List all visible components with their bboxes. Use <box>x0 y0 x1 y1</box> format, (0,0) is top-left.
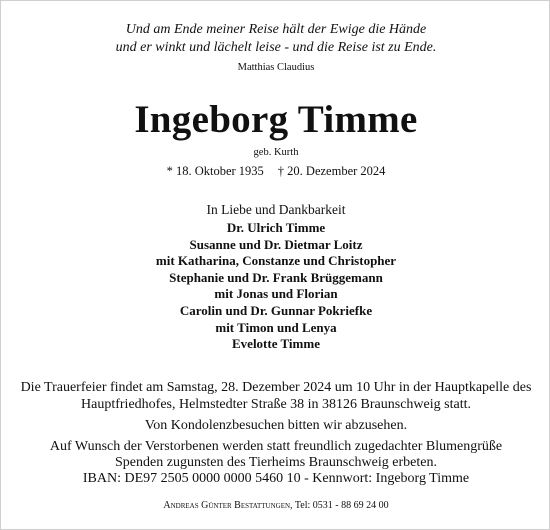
funeral-info-line-2: Hauptfriedhofes, Helmstedter Straße 38 in 38126 Braunschweig statt. <box>81 397 471 412</box>
mourner-name: Evelotte Timme <box>232 336 320 352</box>
donation-line-1: Auf Wunsch der Verstorbenen werden statt freundlich zugedachter Blumengrüße <box>49 439 503 454</box>
mourner-name: Stephanie und Dr. Frank Brüggemann <box>169 269 383 285</box>
funeral-info-line-1: Die Trauerfeier findet am Samstag, 28. Dezember 2024 um 10 Uhr in der Hauptkapelle des <box>20 380 532 395</box>
mourner-name: Dr. Ulrich Timme <box>226 220 326 235</box>
birth-date: * 18. Oktober 1935 <box>166 164 264 178</box>
funeral-home-phone: , Tel: 0531 - 88 69 24 00 <box>290 500 389 511</box>
birth-name: geb. Kurth <box>253 147 299 158</box>
life-dates <box>1 164 550 179</box>
death-date: † 20. Dezember 2024 <box>277 164 386 178</box>
condolence-note: Von Kondolenzbesuchen bitten wir abzusehen. <box>144 418 408 433</box>
donation-line-2: Spenden zugunsten des Tierheims Braunschweig erbeten. <box>115 455 437 470</box>
deceased-name: Ingeborg Timme <box>134 98 418 141</box>
donation-iban: IBAN: DE97 2505 0000 0000 5460 10 - Kennwort: Ingeborg Timme <box>82 471 470 486</box>
funeral-home-name: Andreas Günter Bestattungen <box>163 500 291 511</box>
mourner-name: Carolin und Dr. Gunnar Pokriefke <box>179 303 373 318</box>
poem-author: Matthias Claudius <box>237 62 315 73</box>
mourner-name: mit Katharina, Constanze und Christopher <box>155 253 397 269</box>
poem-line-1: Und am Ende meiner Reise hält der Ewige die Hände <box>125 22 427 37</box>
mourner-name: mit Jonas und Florian <box>214 286 338 302</box>
funeral-home-footer <box>1 500 550 511</box>
mourner-name: Susanne und Dr. Dietmar Loitz <box>189 236 363 252</box>
mourner-name: mit Timon und Lenya <box>215 319 337 335</box>
poem-line-2: und er winkt und lächelt leise - und die Reise ist zu Ende. <box>115 40 437 55</box>
mourners-intro: In Liebe und Dankbarkeit <box>206 202 346 217</box>
